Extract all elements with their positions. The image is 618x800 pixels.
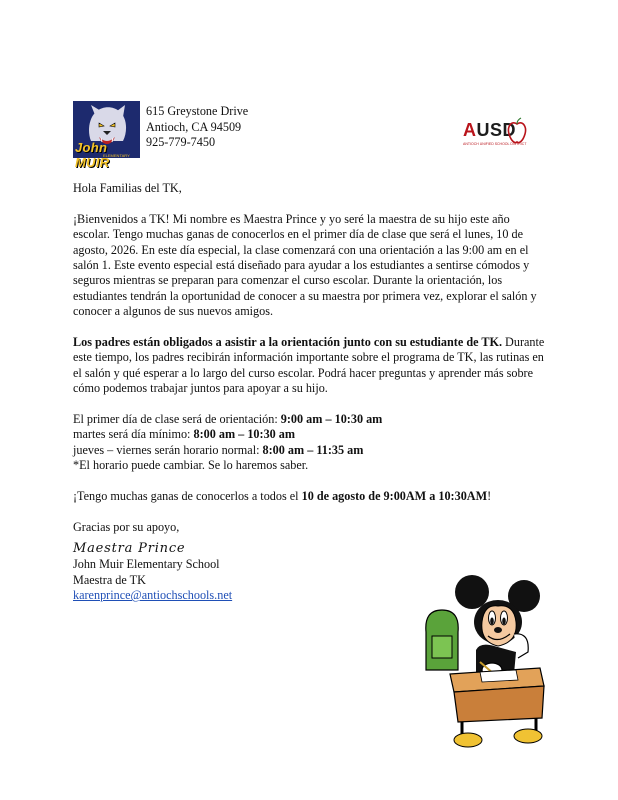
schedule-time: 9:00 am – 10:30 am [280, 412, 383, 427]
paragraph-line: este tiempo, los padres recibirán información importante sobre el programa de TK, las rutinas en [73, 350, 544, 365]
paragraph-welcome [73, 212, 543, 320]
schedule-note: *El horario puede cambiar. Se lo haremos saber. [73, 458, 309, 473]
schedule-item [73, 443, 543, 458]
closing-suffix: ! [487, 489, 492, 504]
signature-school: John Muir Elementary School [73, 557, 220, 572]
paragraph-line: ¡Bienvenidos a TK! Mi nombre es Maestra Prince y yo seré la maestra de su hijo este año [73, 211, 510, 226]
schedule-time: 8:00 am – 11:35 am [262, 442, 364, 457]
apple-icon [507, 117, 527, 145]
paragraph-line: conocer a algunos de sus nuevos amigos. [73, 304, 274, 319]
district-logo-tagline: ANTIOCH UNIFIED SCHOOL DISTRICT [463, 142, 527, 146]
schedule-label: El primer día de clase será de orientación: [73, 412, 281, 427]
paragraph-line-rest: Durante [502, 335, 545, 350]
signature-block [73, 541, 232, 604]
signature-title: Maestra de TK [73, 572, 146, 587]
school-logo-text: John MUIR [75, 140, 110, 170]
school-address [146, 104, 248, 151]
schedule-label: jueves – viernes serán horario normal: [73, 442, 263, 457]
address-line-2: Antioch, CA 94509 [146, 119, 242, 134]
paragraph-line: seguros mientras se preparan para comenzar el curso escolar. Durante la orientación, los [73, 273, 503, 288]
letter-body [73, 181, 543, 535]
mickey-desk-illustration-icon [420, 570, 550, 750]
schedule-item [73, 427, 543, 442]
paragraph-line: escolar. Tengo muchas ganas de conocerlos en el primer día de clase que será el lunes, 10 de [73, 227, 524, 242]
phone-number: 925-779-7450 [146, 135, 216, 149]
school-logo [73, 101, 140, 170]
schedule [73, 412, 543, 474]
schedule-item [73, 412, 543, 427]
schedule-label: martes será día mínimo: [73, 427, 194, 442]
paragraph-line: cómo podemos trabajar juntos para apoyar a su hijo. [73, 381, 328, 396]
thanks-line: Gracias por su apoyo, [73, 519, 180, 534]
district-logo [459, 117, 529, 159]
address-line-1: 615 Greystone Drive [146, 104, 249, 118]
closing-prefix: ¡Tengo muchas ganas de conocerlos a todos el [73, 489, 302, 504]
paragraph-line: estudiantes tendrán la oportunidad de conocer a su maestra por primera vez, explorar el salón y [73, 288, 537, 303]
district-logo-letters-a: A [463, 120, 477, 140]
school-logo-sub: ELEMENTARY [103, 153, 130, 158]
closing-date: 10 de agosto de 9:00AM a 10:30AM [301, 489, 488, 504]
paragraph-line: el salón y qué esperar a lo largo del curso escolar. Podrá hacer preguntas y aprender más sobre [73, 365, 534, 380]
email-link[interactable]: karenprince@antiochschools.net [73, 588, 233, 603]
parents-required-notice: Los padres están obligados a asistir a la orientación junto con su estudiante de TK. [73, 335, 502, 350]
paragraph-line: salón 1. Este evento especial está diseñado para ayudar a los estudiantes a sentirse cómodos y [73, 258, 530, 273]
paragraph-parents [73, 335, 543, 397]
closing-line [73, 489, 543, 504]
greeting: Hola Familias del TK, [73, 181, 182, 195]
district-logo-letters-usd: USD [476, 120, 517, 140]
paragraph-line [73, 335, 543, 350]
signature-name: Maestra Prince [73, 541, 186, 556]
paragraph-line: agosto, 2026. En este día especial, la clase comenzará con una orientación a las 9:00 am en el [73, 242, 529, 257]
schedule-time: 8:00 am – 10:30 am [193, 427, 296, 442]
